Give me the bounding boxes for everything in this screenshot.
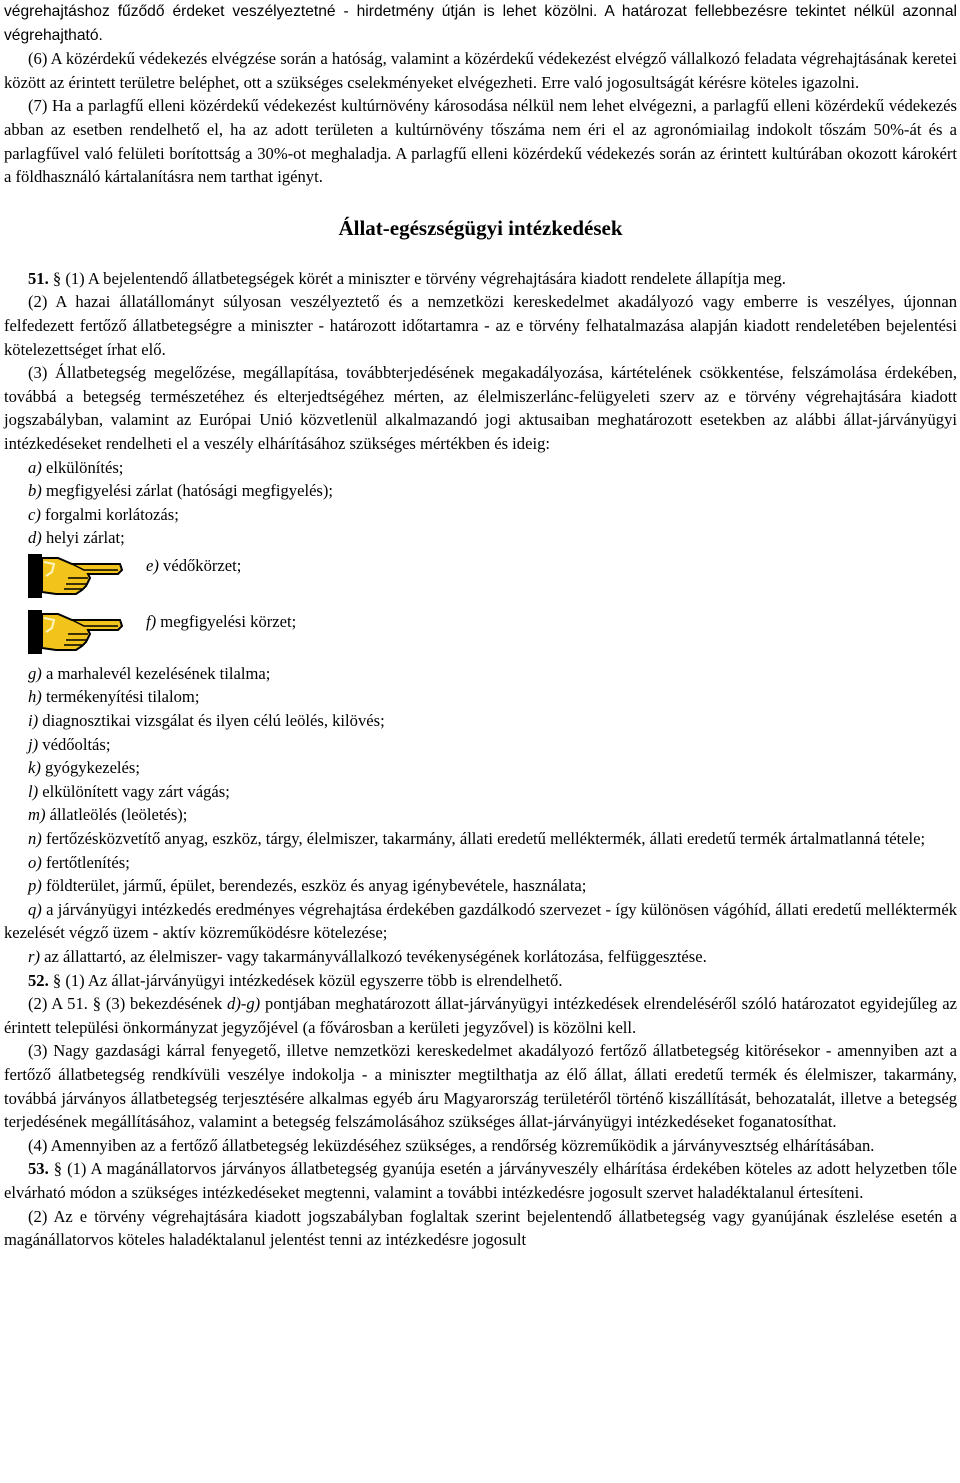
list-item-b [4, 479, 957, 503]
section-53-para-1 [4, 1157, 957, 1204]
section-53-p1-text: § (1) A magánállatorvos járványos állatbetegség gyanúja esetén a járványveszély elhárítása érdekében köteles az adott helyzetben tőle elvárható módon a szükséges intézkedéseket megtenni, valamint a további intézkedésre jogosult szervet haladéktalanul értesíteni. [4, 1159, 957, 1202]
list-letter: i) [28, 711, 39, 731]
paragraph-6: (6) A közérdekű védekezés elvégzése során a hatóság, valamint a közérdekű védekezést elvégző vállalkozó feladata végrehajtásának keretei között az érintett területre beléphet, ott a szükséges cselekményeket elvégezheti. Erre való jogosultságát kérésre köteles igazolni. [4, 49, 957, 92]
list-text: elkülönítés; [41, 457, 124, 477]
list-text: a járványügyi intézkedés eredményes végrehajtása érdekében gazdálkodó szervezet - így különösen vágóhíd, állati eredetű melléktermék kezelését végző üzem - aktív közreműködésre kötelezése; [4, 899, 957, 943]
paragraph-7: (7) Ha a parlagfű elleni közérdekű védekezést kultúrnövény károsodása nélkül nem lehet elvégezni, a parlagfű elleni közérdekű védekezés abban az esetben rendelhető el, ha az adott területen a kultúrnövény tőszáma nem éri el az agronómiailag indokolt tőszám 50%-át és a parlagfűvel való felületi borítottság a 30%-ot meghaladja. A parlagfű elleni közérdekű védekezés során az érintett kultúrában okozott károkért a földhasználó kártalanításra nem tarthat igényt. [4, 96, 957, 187]
list-letter: b) [28, 481, 42, 501]
list-item-h [4, 685, 957, 709]
list-item-e [4, 550, 957, 606]
list-letter: f) [146, 611, 157, 631]
list-letter: c) [28, 504, 41, 524]
list-letter: r) [28, 947, 40, 966]
text-run: pontjában meghatározott állat-járványügyi intézkedések elrendeléséről szóló határozatot egyidejűleg az érintett települési önkormányzat jegyzőjével (a fővárosban a kerületi jegyzővel) is közölni kell. [4, 994, 957, 1037]
list-letter: q) [28, 899, 42, 919]
list-item-o [4, 851, 957, 875]
list-letter: o) [28, 852, 42, 872]
section-52-para-1 [4, 969, 957, 993]
list-text: megfigyelési zárlat (hatósági megfigyelés); [41, 481, 334, 501]
list-label [146, 554, 241, 578]
list-text: az állattartó, az élelmiszer- vagy takarmányvállalkozó tevékenységének korlátozása, felfüggesztése. [39, 947, 707, 966]
list-item-i [4, 709, 957, 733]
list-item-l [4, 780, 957, 804]
section-51-para-2: (2) A hazai állatállományt súlyosan veszélyeztető és a nemzetközi kereskedelmet akadályozó vagy emberre is veszélyes, újonnan felfedezett fertőző állatbetegségre a miniszter - határozott időtartamra - az e törvény felhatalmazása alapján kiadott rendeletében bejelentési kötelezettséget írhat elő. [4, 292, 957, 359]
list-item-a [4, 456, 957, 480]
list-text: forgalmi korlátozás; [40, 504, 179, 524]
list-letter: h) [28, 687, 42, 707]
section-52-para-2 [4, 992, 957, 1039]
section-heading: Állat-egészségügyi intézkedések [338, 215, 623, 240]
pointing-hand-icon [28, 554, 124, 598]
section-51-p1-text: § (1) A bejelentendő állatbetegségek körét a miniszter e törvény végrehajtására kiadott rendelete állapítja meg. [52, 268, 786, 288]
list-text: a marhalevél kezelésének tilalma; [41, 663, 271, 683]
list-text: elkülönített vagy zárt vágás; [38, 781, 230, 801]
list-text: állatleölés (leöletés); [45, 805, 188, 825]
list-letter: e) [146, 555, 159, 575]
list-item-n [4, 827, 957, 851]
list-letter: l) [28, 781, 39, 801]
list-text: helyi zárlat; [41, 528, 125, 548]
text-run: (2) A 51. § (3) bekezdésének [28, 994, 228, 1014]
section-51-para-1 [4, 267, 957, 291]
list-item-r [4, 945, 957, 969]
list-item-q [4, 898, 957, 945]
list-text: fertőzésközvetítő anyag, eszköz, tárgy, élelmiszer, takarmány, állati eredetű melléktermék, állati eredetű termék ártalmatlanná tétele; [41, 829, 926, 849]
list-letter: n) [28, 829, 42, 849]
list-text: megfigyelési körzet; [156, 611, 297, 631]
list-letter: p) [28, 876, 42, 896]
list-text: diagnosztikai vizsgálat és ilyen célú leölés, kilövés; [38, 711, 385, 731]
list-letter: j) [28, 734, 39, 754]
pointing-hand-icon [28, 610, 124, 654]
list-item-d [4, 526, 957, 550]
section-number-52: 52. [28, 970, 49, 990]
list-item-m [4, 803, 957, 827]
point-reference: d)-g) [227, 994, 261, 1014]
section-52-para-4: (4) Amennyiben az a fertőző állatbetegség leküzdéséhez szükséges, a rendőrség közreműködik a járványvesztség elhárításában. [28, 1135, 875, 1155]
list-text: fertőtlenítés; [41, 852, 130, 872]
paragraph-continuation: végrehajtáshoz fűződő érdeket veszélyeztetné - hirdetmény útján is lehet közölni. A határozat fellebbezésre tekintet nélkül azonnal végrehajtható. [4, 3, 957, 44]
section-number-53: 53. [28, 1159, 49, 1179]
list-letter: d) [28, 528, 42, 548]
list-label [146, 610, 296, 634]
list-letter: k) [28, 758, 41, 778]
list-text: termékenyítési tilalom; [41, 687, 200, 707]
list-letter: m) [28, 805, 46, 825]
list-text: védőoltás; [38, 734, 111, 754]
section-52-p1-text: § (1) Az állat-járványügyi intézkedések közül egyszerre több is elrendelhető. [52, 970, 563, 990]
list-text: földterület, jármű, épület, berendezés, eszköz és anyag igénybevétele, használata; [41, 876, 587, 896]
section-number-51: 51. [28, 268, 49, 288]
list-item-c [4, 503, 957, 527]
section-53-para-2: (2) Az e törvény végrehajtására kiadott jogszabályban foglaltak szerint bejelentendő állatbetegség vagy gyanújának észlelése esetén a magánállatorvos köteles haladéktalanul jelentést tenni az intézkedésre jogosult [4, 1206, 957, 1250]
list-text: gyógykezelés; [40, 758, 140, 778]
section-51-para-3: (3) Állatbetegség megelőzése, megállapítása, továbbterjedésének megakadályozása, kártételének csökkentése, felszámolása érdekében, továbbá a betegség természetéhez és elterjedtségéhez mérten, az élelmiszerlánc-felügyeleti szerv az e törvény végrehajtására kiadott jogszabályban, valamint az Európai Unió közvetlenül alkalmazandó jogi aktusaiban meghatározott esetekben az alábbi állat-járványügyi intézkedéseket rendelheti el a veszély elhárításához szükséges mértékben és ideig: [4, 363, 957, 453]
list-item-f [4, 606, 957, 662]
list-item-p [4, 874, 957, 898]
list-letter: g) [28, 663, 42, 683]
list-letter: a) [28, 457, 42, 477]
list-item-j [4, 733, 957, 757]
list-item-k [4, 756, 957, 780]
list-item-g [4, 662, 957, 686]
section-52-para-3: (3) Nagy gazdasági kárral fenyegető, illetve nemzetközi kereskedelmet akadályozó fertőző állatbetegség kitörésekor - amennyiben azt a fertőző állatbetegség rendkívüli veszélye indokolja - a miniszter megtilthatja az élő állat, állati eredetű termék és élelmiszer, takarmány, továbbá járványos állatbetegség terjesztésére alkalmas egyéb áru Magyarország területéről történő kiszállítását, behozatalát, illetve a betegség terjedésének megállításához, valamint a betegség felszámolásához szükséges állat-járványügyi intézkedéseket foganatosíthat. [4, 1041, 957, 1132]
list-text: védőkörzet; [158, 555, 242, 575]
